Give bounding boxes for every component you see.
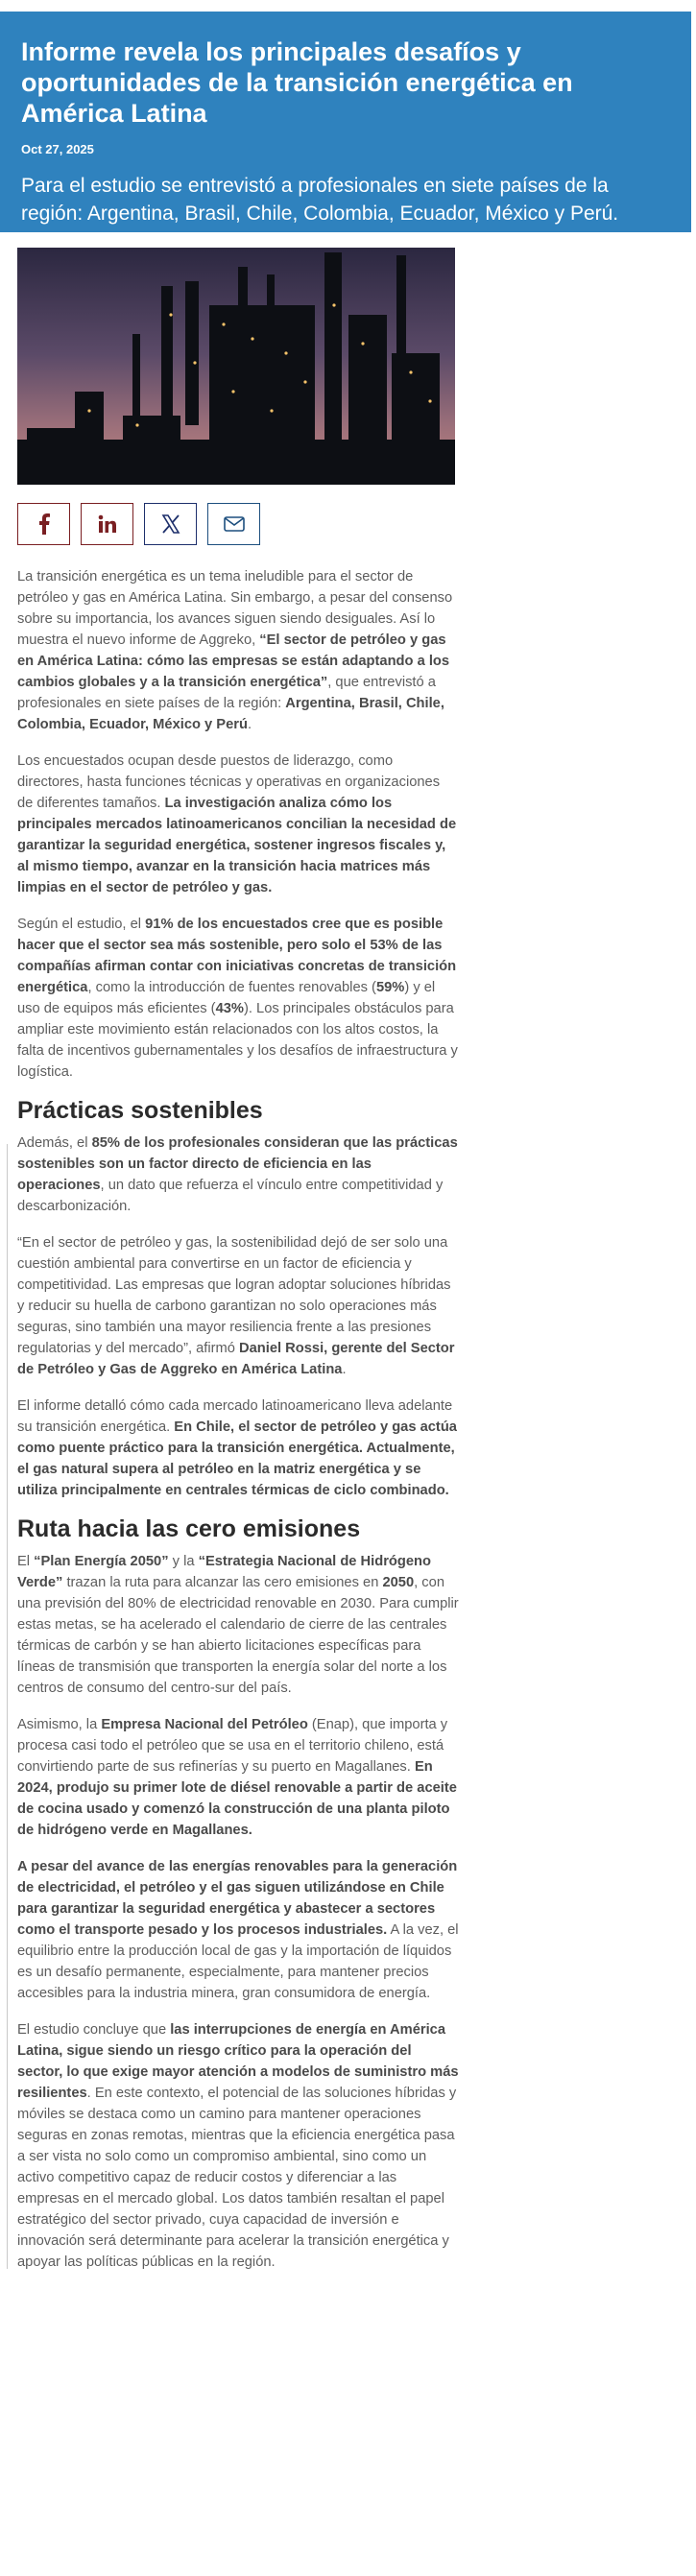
share-linkedin-button[interactable]: [81, 503, 133, 545]
article-header: [0, 12, 691, 232]
bold-text-run: las interrupciones de energía en América Latina, sigue siendo un riesgo crítico para la operación del sector, lo que exige mayor atención a modelos de suministro más resilientes: [17, 2022, 459, 2101]
paragraph-8: [17, 1714, 459, 1841]
paragraph-7: [17, 1551, 459, 1699]
bold-text-run: 91% de los encuestados cree que es posible hacer que el sector sea más sostenible, pero solo el 53% de las compañías afirman contar con iniciativas concretas de transición energética: [17, 917, 457, 995]
bold-text-run: “Plan Energía 2050”: [34, 1554, 169, 1569]
bold-text-run: En Chile, el sector de petróleo y gas actúa como puente práctico para la transición energética. Actualmente, el gas natural supera al petróleo en la matriz energética y se utiliza principalmente en centrales térmicas de ciclo combinado.: [17, 1419, 457, 1498]
section-heading-practicas: Prácticas sostenibles: [17, 1097, 263, 1124]
share-facebook-button[interactable]: [17, 503, 70, 545]
share-bar: [17, 503, 260, 545]
bold-text-run: 43%: [215, 1001, 244, 1016]
bold-text-run: Argentina, Brasil, Chile, Colombia, Ecuador, México y Perú: [17, 696, 444, 732]
article-title: Informe revela los principales desafíos y oportunidades de la transición energética en América Latina: [21, 37, 573, 128]
text-run: .: [342, 1362, 347, 1377]
paragraph-2: [17, 751, 459, 898]
bold-text-run: 59%: [375, 980, 405, 995]
bold-text-run: A pesar del avance de las energías renovables para la generación de electricidad, el petróleo y el gas siguen utilizándose en Chile para garantizar la seguridad energética y abastecer a sectores como el transporte pesado y los procesos industriales.: [17, 1859, 458, 1938]
bold-text-run: Empresa Nacional del Petróleo: [101, 1717, 308, 1732]
bold-text-run: “El sector de petróleo y gas en América Latina: cómo las empresas se están adaptando a los cambios globales y a la transición energética”: [17, 632, 450, 690]
section-heading-ruta: Ruta hacia las cero emisiones: [17, 1515, 361, 1542]
bold-text-run: “Estrategia Nacional de Hidrógeno Verde”: [17, 1554, 431, 1590]
share-x-button[interactable]: [144, 503, 197, 545]
paragraph-3: [17, 914, 459, 1083]
facebook-icon: [37, 513, 51, 535]
paragraph-9: [17, 1856, 459, 2004]
text-run: , un dato que refuerza el vínculo entre competitividad y descarbonización.: [17, 1178, 444, 1214]
bold-text-run: En 2024, produjo su primer lote de diésel renovable a partir de aceite de cocina usado y comenzó la construcción de una planta piloto de hidrógeno verde en Magallanes.: [17, 1759, 457, 1838]
text-run: , con una previsión del 80% de electricidad renovable en 2030. Para cumplir estas metas, se ha acelerado el calendario de cierre de las centrales térmicas de carbón y se han abierto licitaciones específicas para líneas de transmisión que transporten la energía solar del norte a los centros de consumo del centro-sur del país.: [17, 1575, 459, 1696]
text-run: Además, el: [17, 1135, 92, 1151]
text-run: Según el estudio, el: [17, 917, 146, 932]
paragraph-4: [17, 1133, 459, 1217]
hero-image-refinery: [17, 248, 455, 485]
paragraph-6: [17, 1395, 459, 1501]
text-run: Asimismo, la: [17, 1717, 102, 1732]
article-subtitle: Para el estudio se entrevistó a profesionales en siete países de la región: Argentina, Brasil, Chile, Colombia, Ecuador, México y Perú.: [21, 175, 619, 225]
paragraph-10: [17, 2019, 459, 2273]
linkedin-icon: [98, 514, 117, 534]
text-run: , como la introducción de fuentes renovables (: [87, 980, 376, 995]
text-run: y la: [168, 1554, 199, 1569]
text-run: “En el sector de petróleo y gas, la sostenibilidad dejó de ser solo una cuestión ambiental para convertirse en un factor de eficiencia y competitividad. Las empresas que logran adoptar soluciones híbridas y reducir su huella de carbono garantizan no solo operaciones más seguras, sino también una mayor resiliencia frente a las presiones regulatorias y del mercado”, afirmó: [17, 1235, 451, 1356]
text-run: ) y el uso de equipos más eficientes (: [17, 980, 436, 1016]
bold-text-run: 85% de los profesionales consideran que las prácticas sostenibles son un factor directo de eficiencia en las operaciones: [17, 1135, 458, 1193]
text-run: El informe detalló cómo cada mercado latinoamericano lleva adelante su transición energética.: [17, 1398, 453, 1435]
bold-text-run: La investigación analiza cómo los principales mercados latinoamericanos concilian la necesidad de garantizar la seguridad energética, sostener ingresos fiscales y, al mismo tiempo, avanzar en la transición hacia matrices más limpias en el sector de petróleo y gas.: [17, 796, 457, 895]
mail-icon: [224, 516, 245, 532]
paragraph-1: [17, 566, 459, 735]
text-run: (Enap), que importa y procesa casi todo el petróleo que se usa en el territorio chileno, está convirtiendo parte de sus refinerías y su puerto en Magallanes.: [17, 1717, 448, 1775]
text-run: . En este contexto, el potencial de las soluciones híbridas y móviles se destaca como un camino para mantener operaciones seguras en zonas remotas, mientras que la eficiencia energética pasa a ser vista no solo como un compromiso ambiental, sino como un activo competitivo capaz de reducir costos y diferenciar a las empresas en el mercado global. Los datos también resaltan el papel estratégico del sector privado, cuya capacidad de inversión e innovación será determinante para acelerar la transición energética y apoyar las políticas públicas en la región.: [17, 2086, 457, 2270]
text-run: .: [247, 717, 252, 732]
text-run: ). Los principales obstáculos para ampliar este movimiento están relacionados con los altos costos, la falta de incentivos gubernamentales y los desafíos de infraestructura y logística.: [17, 1001, 458, 1080]
bold-text-run: Daniel Rossi, gerente del Sector de Petróleo y Gas de Aggreko en América Latina: [17, 1341, 455, 1377]
text-run: A la vez, el equilibrio entre la producción local de gas y la importación de líquidos es un desafío permanente, especialmente, para mantener precios accesibles para la industria minera, gran consumidora de energía.: [17, 1922, 459, 2001]
text-run: El estudio concluye que: [17, 2022, 171, 2038]
text-run: , que entrevistó a profesionales en siete países de la región:: [17, 675, 436, 711]
text-run: La transición energética es un tema ineludible para el sector de petróleo y gas en América Latina. Sin embargo, a pesar del consenso sobre su importancia, los avances siguen siendo desiguales. Así lo muestra el nuevo informe de Aggreko,: [17, 569, 453, 648]
share-email-button[interactable]: [207, 503, 260, 545]
text-run: El: [17, 1554, 35, 1569]
article-body: [0, 559, 461, 2273]
publish-date: Oct 27, 2025: [21, 142, 94, 156]
text-run: trazan la ruta para alcanzar las cero emisiones en: [62, 1575, 383, 1590]
bold-text-run: 2050: [382, 1575, 415, 1590]
x-icon: [161, 514, 180, 534]
text-run: Los encuestados ocupan desde puestos de liderazgo, como directores, hasta funciones técnicas y operativas en organizaciones de diferentes tamaños.: [17, 753, 441, 811]
paragraph-5: [17, 1232, 459, 1380]
